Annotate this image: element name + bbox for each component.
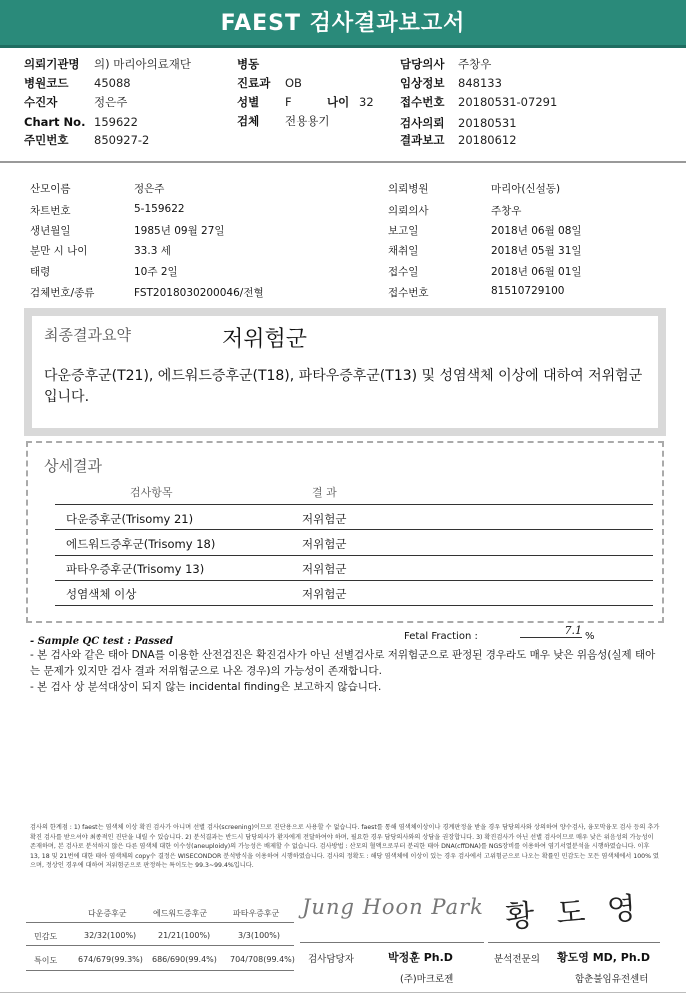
patient-label: 의뢰의사 [388, 205, 429, 217]
detail-item: 에드워드증후군(Trisomy 18) [66, 537, 216, 551]
column-header-item: 검사항목 [130, 486, 173, 499]
signature-line [488, 942, 660, 943]
fetal-fraction-unit: % [585, 631, 595, 642]
detail-result: 저위험군 [302, 537, 347, 551]
patient-value: 2018년 06월 08일 [491, 225, 582, 237]
detail-item: 파타우증후군(Trisomy 13) [66, 562, 205, 576]
stats-divider [26, 945, 294, 946]
patient-label: 검체번호/종류 [30, 287, 95, 299]
stats-cell: 3/3(100%) [238, 931, 280, 940]
header-field: 병원코드 45088 [24, 76, 131, 90]
header-field: 주민번호 850927-2 [24, 133, 150, 147]
stats-row-label: 특이도 [34, 956, 58, 965]
header-field: 임상정보 848133 [400, 76, 502, 90]
stats-header: 파타우증후군 [233, 909, 280, 918]
row-divider [55, 555, 653, 556]
summary-label: 최종결과요약 [44, 326, 131, 344]
fine-print: 검사의 한계점 : 1) faest는 염색체 이상 확진 검사가 아니며 선별 검사(screening)이므로 진단용으로 사용할 수 없습니다. faest를 통해 염색체이상이나 경계판정을 받을 경우 담당의사와 상의하여 양수검사, 융모막융모 검사 등의 추가 확진 검사를 받으셔야 최종적인 진단을 내릴 수 있습니다. 2) 분석결과는 반드시 담당의사가 환자에게 전달하여야 하며, 필요한 경우 담당의사와의 상담을 권장합니다. 3) 확진검사가 아닌 선별 검사이므로 매우 낮은 위음성의 가능성이 존재하며, 본 검사로 분석하지 않은 다른 염색체 대한 이수성(aneuploidy)의 가능성은 배제할 수 없습니다. 검사방법 : 산모의 혈액으로부터 분리한 태아 DNA(cffDNA)를 NGS장비를 이용하여 염기서열분석을 시행하였습니다. 이후 13, 18 및 21번에 대한 태아 염색체의 copy수 결정은 WISECONDOR 분석방식을 이용하여 시행하였습니다. 검사의 정확도 : 해당 염색체에 이상이 있는 경우 검사에서 고위험군으로 나오는 확률인 민감도는 모든 염색체에서 100% 였으며, 정상인 경우에 대하여 저위험군으로 판정하는 특이도는 99.3~99.4%입니다. [30, 824, 660, 870]
header-field: 수진자 정은주 [24, 95, 128, 109]
patient-value: 주창우 [491, 205, 522, 217]
header-field: 접수번호 20180531-07291 [400, 95, 558, 109]
row-divider [55, 580, 653, 581]
divider [0, 161, 686, 163]
row-divider [55, 504, 653, 505]
header-field: Chart No. 159622 [24, 115, 138, 129]
patient-label: 생년월일 [30, 225, 71, 237]
patient-value: 2018년 05월 31일 [491, 245, 582, 257]
header-field: 성별 F 나이 32 [237, 95, 374, 109]
row-divider [55, 529, 653, 530]
header-field: 검사의뢰 20180531 [400, 116, 517, 130]
stats-header: 다운증후군 [88, 909, 127, 918]
patient-value: 33.3 세 [134, 245, 171, 257]
summary-description: 다운증후군(T21), 에드워드증후군(T18), 파타우증후군(T13) 및 성염색체 이상에 대하여 저위험군입니다. [44, 368, 643, 405]
qc-status: - Sample QC test : Passed [30, 636, 173, 647]
note: - 본 검사 상 분석대상이 되지 않는 incidental finding은 보고하지 않습니다. [30, 681, 382, 693]
detail-item: 다운증후군(Trisomy 21) [66, 512, 194, 526]
patient-label: 보고일 [388, 225, 419, 237]
patient-value: 마리아(신설동) [491, 183, 561, 195]
header-field: 진료과 OB [237, 76, 302, 90]
expert-org: 함춘불임유전센터 [575, 974, 649, 985]
patient-label: 접수번호 [388, 287, 429, 299]
patient-label: 차트번호 [30, 205, 71, 217]
stats-divider [26, 970, 294, 971]
stats-cell: 674/679(99.3%) [78, 955, 143, 964]
detail-item: 성염색체 이상 [66, 587, 137, 601]
header-field: 결과보고 20180612 [400, 133, 517, 147]
detail-result: 저위험군 [302, 562, 347, 576]
stats-divider [26, 922, 294, 923]
patient-value: 81510729100 [491, 285, 565, 297]
summary-result: 저위험군 [222, 327, 308, 352]
tester-name: 박정훈 Ph.D [388, 951, 453, 964]
patient-value: 5-159622 [134, 203, 185, 215]
expert-name: 황도영 MD, Ph.D [557, 951, 650, 964]
signature-line [300, 942, 484, 943]
patient-value: 2018년 06월 01일 [491, 266, 582, 278]
tester-signature: Jung Hoon Park [302, 895, 484, 919]
detail-result: 저위험군 [302, 512, 347, 526]
tester-label: 검사담당자 [308, 954, 354, 965]
patient-label: 태령 [30, 266, 51, 278]
header-field: 검체 전용용기 [237, 114, 330, 128]
stats-cell: 686/690(99.4%) [152, 955, 217, 964]
patient-value: 10주 2일 [134, 266, 178, 278]
patient-label: 채취일 [388, 245, 419, 257]
stats-cell: 32/32(100%) [84, 931, 137, 940]
patient-label: 산모이름 [30, 183, 71, 195]
fetal-fraction-label: Fetal Fraction : [404, 631, 478, 642]
patient-label: 접수일 [388, 266, 419, 278]
column-header-result: 결 과 [312, 486, 337, 499]
patient-value: 정은주 [134, 183, 165, 195]
tester-org: (주)마크로젠 [400, 974, 454, 985]
expert-signature: 황도영 [504, 889, 660, 936]
header-field: 담당의사 주창우 [400, 57, 492, 71]
stats-header: 에드워드증후군 [153, 909, 208, 918]
bottom-divider [0, 992, 686, 993]
report-title: FAEST 검사결과보고서 [220, 11, 466, 36]
patient-label: 분만 시 나이 [30, 245, 88, 257]
header-field: 병동 [237, 57, 260, 71]
header-field: 의뢰기관명 의) 마리아의료재단 [24, 57, 192, 71]
detail-label: 상세결과 [44, 457, 102, 475]
patient-label: 의뢰병원 [388, 183, 429, 195]
note: - 본 검사와 같은 태아 DNA를 이용한 산전검진은 확진검사가 아닌 선별검사로 저위험군으로 판정된 경우라도 매우 낮은 위음성(실제 태아는 문제가 있지만 검사 결과 저위험군으로 나온 경우)의 가능성이 존재합니다. [30, 649, 656, 677]
stats-row-label: 민감도 [34, 932, 58, 941]
patient-value: FST2018030200046/전혈 [134, 287, 264, 299]
expert-label: 분석전문의 [494, 954, 540, 965]
row-divider [55, 605, 653, 606]
patient-value: 1985년 09월 27일 [134, 225, 225, 237]
fetal-fraction-value: 7.1 [520, 624, 582, 638]
stats-cell: 704/708(99.4%) [230, 955, 295, 964]
detail-result: 저위험군 [302, 587, 347, 601]
stats-cell: 21/21(100%) [158, 931, 211, 940]
